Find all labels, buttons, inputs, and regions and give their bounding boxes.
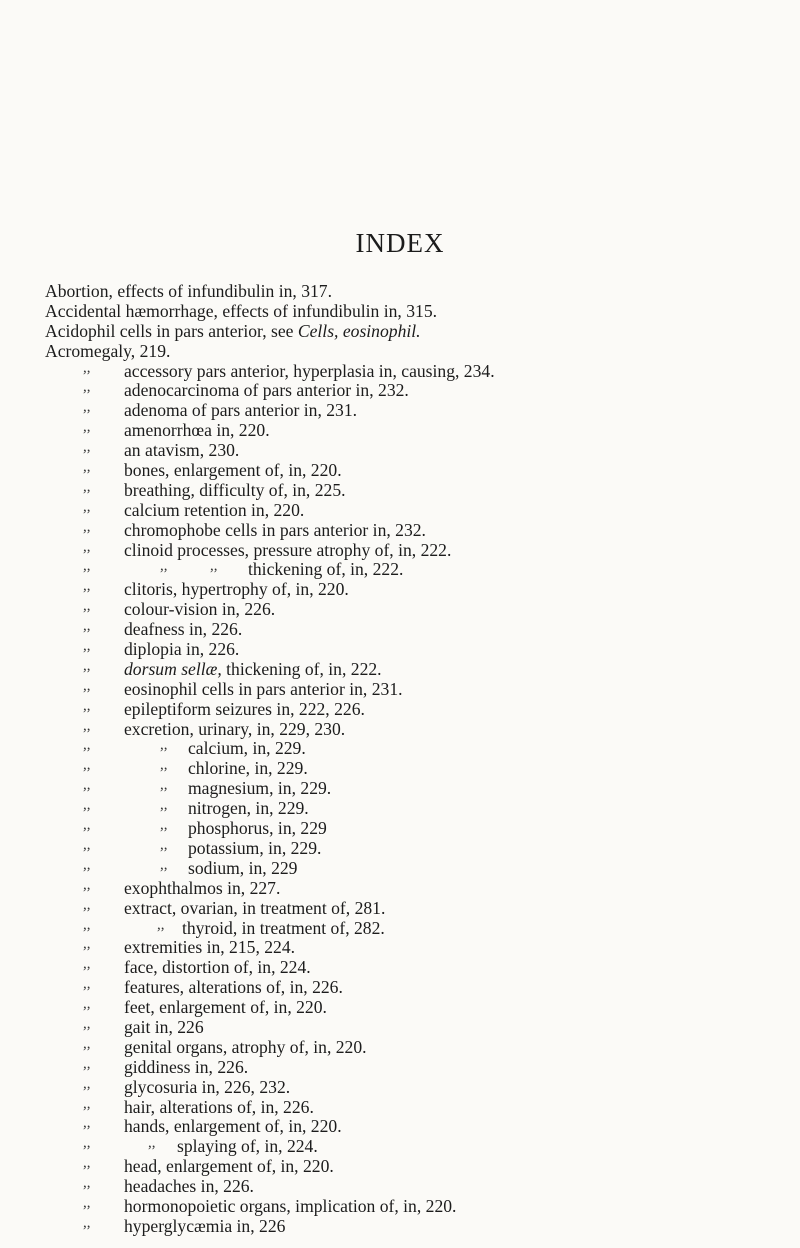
ditto-mark: ,, [83, 697, 91, 714]
index-entry-text [124, 977, 343, 997]
index-entry-text [45, 341, 170, 361]
index-entry [45, 498, 785, 521]
ditto-mark: ,, [83, 578, 91, 595]
page-title: INDEX [355, 228, 445, 258]
index-list [45, 282, 785, 1237]
index-entry [45, 799, 785, 819]
index-entry-main: Acromegaly, 219. [45, 340, 171, 361]
ditto-mark: ,, [83, 717, 91, 734]
index-entry-text [124, 1037, 367, 1057]
index-entry [45, 518, 785, 541]
index-entry-text [124, 1156, 334, 1176]
index-entry [45, 779, 785, 799]
ditto-mark: ,, [83, 518, 91, 535]
ditto-mark: ,, [83, 399, 91, 416]
ditto-mark: ,, [83, 498, 91, 515]
index-entry [45, 538, 785, 561]
index-entry [45, 359, 785, 382]
ditto-mark: ,, [83, 677, 91, 694]
ditto-mark: ,, [160, 737, 168, 754]
ditto-mark: ,, [83, 1075, 91, 1092]
index-entry [45, 1055, 785, 1078]
index-entry-text [124, 1097, 314, 1117]
index-entry-text [188, 858, 297, 878]
index-entry-main: adenoma of pars anterior in, 231. [124, 400, 358, 421]
ditto-mark: ,, [83, 896, 91, 913]
index-entry [45, 1035, 785, 1058]
index-entry-main: thickening of, in, 222. [226, 658, 382, 679]
index-entry [45, 381, 785, 401]
index-entry-main: Accidental hæmorrhage, effects of infundibulin in, 315. [45, 300, 438, 321]
index-entry [45, 856, 785, 879]
index-entry-main: extract, ovarian, in treatment of, 281. [124, 897, 386, 918]
index-entry-main: clinoid processes, pressure atrophy of, in, 222. [124, 539, 452, 560]
index-entry-main: hair, alterations of, in, 226. [124, 1096, 314, 1117]
ditto-mark: ,, [148, 1135, 156, 1152]
ditto-mark: ,, [83, 976, 91, 993]
ditto-mark: ,, [83, 916, 91, 933]
index-entry [45, 600, 785, 620]
index-entry-main: eosinophil cells in pars anterior in, 231. [124, 678, 403, 699]
index-entry-main: head, enlargement of, in, 220. [124, 1156, 334, 1177]
index-entry-main: diplopia in, 226. [124, 639, 240, 660]
index-entry-text [124, 659, 382, 679]
index-entry [45, 876, 785, 899]
ditto-mark: ,, [83, 817, 91, 834]
index-entry-text [177, 1136, 318, 1156]
index-entry [45, 938, 785, 958]
index-entry [45, 896, 785, 919]
index-entry-main: features, alterations of, in, 226. [124, 977, 343, 998]
index-entry-text [188, 738, 306, 758]
index-entry-text [124, 937, 295, 957]
index-entry-main: magnesium, in, 229. [188, 778, 332, 799]
index-entry-main: sodium, in, 229 [188, 857, 298, 878]
index-entry [45, 302, 785, 322]
ditto-mark: ,, [83, 1015, 91, 1032]
index-entry-text [124, 361, 495, 381]
index-entry [45, 1015, 785, 1038]
index-entry-text [124, 500, 304, 520]
index-entry [45, 640, 785, 660]
index-entry-text [124, 1176, 254, 1196]
index-entry [45, 441, 785, 461]
ditto-mark: ,, [83, 1035, 91, 1052]
index-entry [45, 1177, 785, 1197]
ditto-mark: ,, [83, 618, 91, 635]
index-entry-text [124, 639, 239, 659]
index-entry-main: chlorine, in, 229. [188, 758, 308, 779]
index-entry-text [124, 460, 342, 480]
index-entry-text [124, 619, 242, 639]
index-entry [45, 836, 785, 859]
index-entry [45, 401, 785, 421]
index-entry-text [124, 400, 357, 420]
index-entry-text [124, 579, 349, 599]
ditto-mark: ,, [83, 1135, 91, 1152]
index-entry-main: giddiness in, 226. [124, 1056, 249, 1077]
index-entry [45, 1137, 785, 1157]
ditto-mark: ,, [83, 598, 91, 615]
ditto-mark: ,, [83, 956, 91, 973]
index-entry [45, 478, 785, 501]
index-entry-main: hyperglycæmia in, 226 [124, 1215, 286, 1236]
index-entry-main: breathing, difficulty of, in, 225. [124, 479, 346, 500]
ditto-mark: ,, [83, 419, 91, 436]
ditto-mark: ,, [83, 777, 91, 794]
index-entry [45, 282, 785, 302]
ditto-mark: ,, [83, 439, 91, 456]
index-entry-main: calcium, in, 229. [188, 738, 306, 759]
ditto-mark: ,, [83, 478, 91, 495]
index-entry [45, 620, 785, 640]
index-entry-main: chromophobe cells in pars anterior in, 232. [124, 519, 426, 540]
index-entry [45, 1157, 785, 1177]
index-entry [45, 697, 785, 720]
index-entry-text [124, 1077, 290, 1097]
index-entry [45, 560, 785, 580]
index-entry-main: nitrogen, in, 229. [188, 798, 309, 819]
index-entry-main: genital organs, atrophy of, in, 220. [124, 1036, 367, 1057]
index-entry-text [188, 778, 331, 798]
index-entry [45, 1214, 785, 1237]
ditto-mark: ,, [210, 558, 218, 575]
index-entry-text [124, 540, 451, 560]
index-entry-main: feet, enlargement of, in, 220. [124, 997, 327, 1018]
index-entry-text [124, 878, 280, 898]
ditto-mark: ,, [83, 1214, 91, 1231]
index-entry-main: headaches in, 226. [124, 1176, 254, 1197]
index-entry [45, 978, 785, 998]
ditto-mark: ,, [157, 916, 165, 933]
index-entry-main: amenorrhœa in, 220. [124, 420, 270, 441]
index-entry-text [45, 321, 421, 341]
index-entry-main: deafness in, 226. [124, 619, 243, 640]
index-entry-text [124, 440, 239, 460]
index-entry [45, 580, 785, 600]
index-entry-main: gait in, 226 [124, 1016, 204, 1037]
index-entry-main: face, distortion of, in, 224. [124, 957, 311, 978]
index-entry-main: exophthalmos in, 227. [124, 877, 281, 898]
ditto-mark: ,, [83, 538, 91, 555]
ditto-mark: ,, [83, 936, 91, 953]
ditto-mark: ,, [83, 359, 91, 376]
index-entry [45, 759, 785, 779]
index-entry-main: colour-vision in, 226. [124, 599, 276, 620]
index-entry-text [45, 301, 437, 321]
ditto-mark: ,, [160, 777, 168, 794]
index-entry-main: bones, enlargement of, in, 220. [124, 460, 342, 481]
index-entry-text [182, 918, 385, 938]
index-entry-text [124, 1216, 285, 1236]
index-entry-text [248, 559, 403, 579]
index-entry-main: splaying of, in, 224. [177, 1136, 318, 1157]
index-entry-text [124, 480, 346, 500]
index-entry [45, 657, 785, 680]
ditto-mark: ,, [83, 1115, 91, 1132]
ditto-mark: ,, [83, 1095, 91, 1112]
index-entry-text [124, 1116, 342, 1136]
ditto-mark: ,, [83, 1175, 91, 1192]
ditto-mark: ,, [83, 757, 91, 774]
index-entry-text [124, 699, 365, 719]
index-entry [45, 1075, 785, 1098]
index-entry-main: thyroid, in treatment of, 282. [182, 917, 385, 938]
index-entry-main: hormonopoietic organs, implication of, in, 220. [124, 1195, 457, 1216]
index-entry-text [124, 520, 426, 540]
index-entry-main: thickening of, in, 222. [248, 559, 404, 580]
index-entry [45, 1117, 785, 1137]
ditto-mark: ,, [83, 1194, 91, 1211]
index-entry-main: adenocarcinoma of pars anterior in, 232. [124, 380, 409, 401]
index-entry-main: calcium retention in, 220. [124, 499, 305, 520]
index-entry-main: potassium, in, 229. [188, 837, 322, 858]
index-entry-main: excretion, urinary, in, 229, 230. [124, 718, 346, 739]
ditto-mark: ,, [83, 558, 91, 575]
ditto-mark: ,, [83, 379, 91, 396]
index-entry-text [124, 957, 311, 977]
index-entry-text [45, 281, 332, 301]
index-entry-text [188, 838, 321, 858]
index-entry-text [188, 798, 309, 818]
ditto-mark: ,, [83, 638, 91, 655]
index-entry [45, 677, 785, 700]
index-entry-main: epileptiform seizures in, 222, 226. [124, 698, 365, 719]
ditto-mark: ,, [160, 757, 168, 774]
ditto-mark: ,, [83, 996, 91, 1013]
index-entry [45, 1194, 785, 1217]
index-entry-text [124, 997, 327, 1017]
index-entry [45, 998, 785, 1018]
index-entry-italic: Cells, eosinophil. [297, 320, 421, 341]
ditto-mark: ,, [160, 817, 168, 834]
index-entry [45, 739, 785, 759]
ditto-mark: ,, [160, 558, 168, 575]
index-entry [45, 916, 785, 939]
index-entry-text [124, 599, 275, 619]
ditto-mark: ,, [160, 856, 168, 873]
index-entry [45, 819, 785, 839]
ditto-mark: ,, [160, 797, 168, 814]
ditto-mark: ,, [83, 876, 91, 893]
index-entry [45, 421, 785, 441]
index-entry-text [124, 1196, 456, 1216]
index-entry-text [124, 719, 345, 739]
index-entry [45, 958, 785, 978]
ditto-mark: ,, [83, 797, 91, 814]
index-entry-italic: dorsum sellæ, [124, 658, 222, 679]
index-entry-text [124, 679, 403, 699]
ditto-mark: ,, [83, 856, 91, 873]
ditto-mark: ,, [83, 459, 91, 476]
index-entry [45, 717, 785, 740]
index-entry [45, 1095, 785, 1118]
index-entry-text [124, 420, 270, 440]
index-entry-main: Abortion, effects of infundibulin in, 317. [45, 281, 332, 301]
index-entry [45, 461, 785, 481]
ditto-mark: ,, [83, 657, 91, 674]
index-entry-text [124, 1017, 204, 1037]
index-entry-main: accessory pars anterior, hyperplasia in, causing, 234. [124, 360, 495, 381]
index-entry-text [188, 818, 327, 838]
index-entry-main: hands, enlargement of, in, 220. [124, 1116, 342, 1137]
ditto-mark: ,, [83, 1155, 91, 1172]
index-entry-text [124, 380, 409, 400]
index-entry-main: Acidophil cells in pars anterior, see [45, 320, 294, 341]
index-entry [45, 342, 785, 362]
index-entry-main: clitoris, hypertrophy of, in, 220. [124, 579, 349, 600]
index-entry-text [188, 758, 308, 778]
index-entry-main: glycosuria in, 226, 232. [124, 1076, 291, 1097]
index-entry-text [124, 1057, 248, 1077]
ditto-mark: ,, [83, 836, 91, 853]
ditto-mark: ,, [160, 836, 168, 853]
index-entry [45, 322, 785, 342]
ditto-mark: ,, [83, 1055, 91, 1072]
ditto-mark: ,, [83, 737, 91, 754]
index-entry-main: phosphorus, in, 229 [188, 818, 327, 839]
index-entry-main: extremities in, 215, 224. [124, 937, 296, 958]
index-entry-main: an atavism, 230. [124, 440, 240, 461]
